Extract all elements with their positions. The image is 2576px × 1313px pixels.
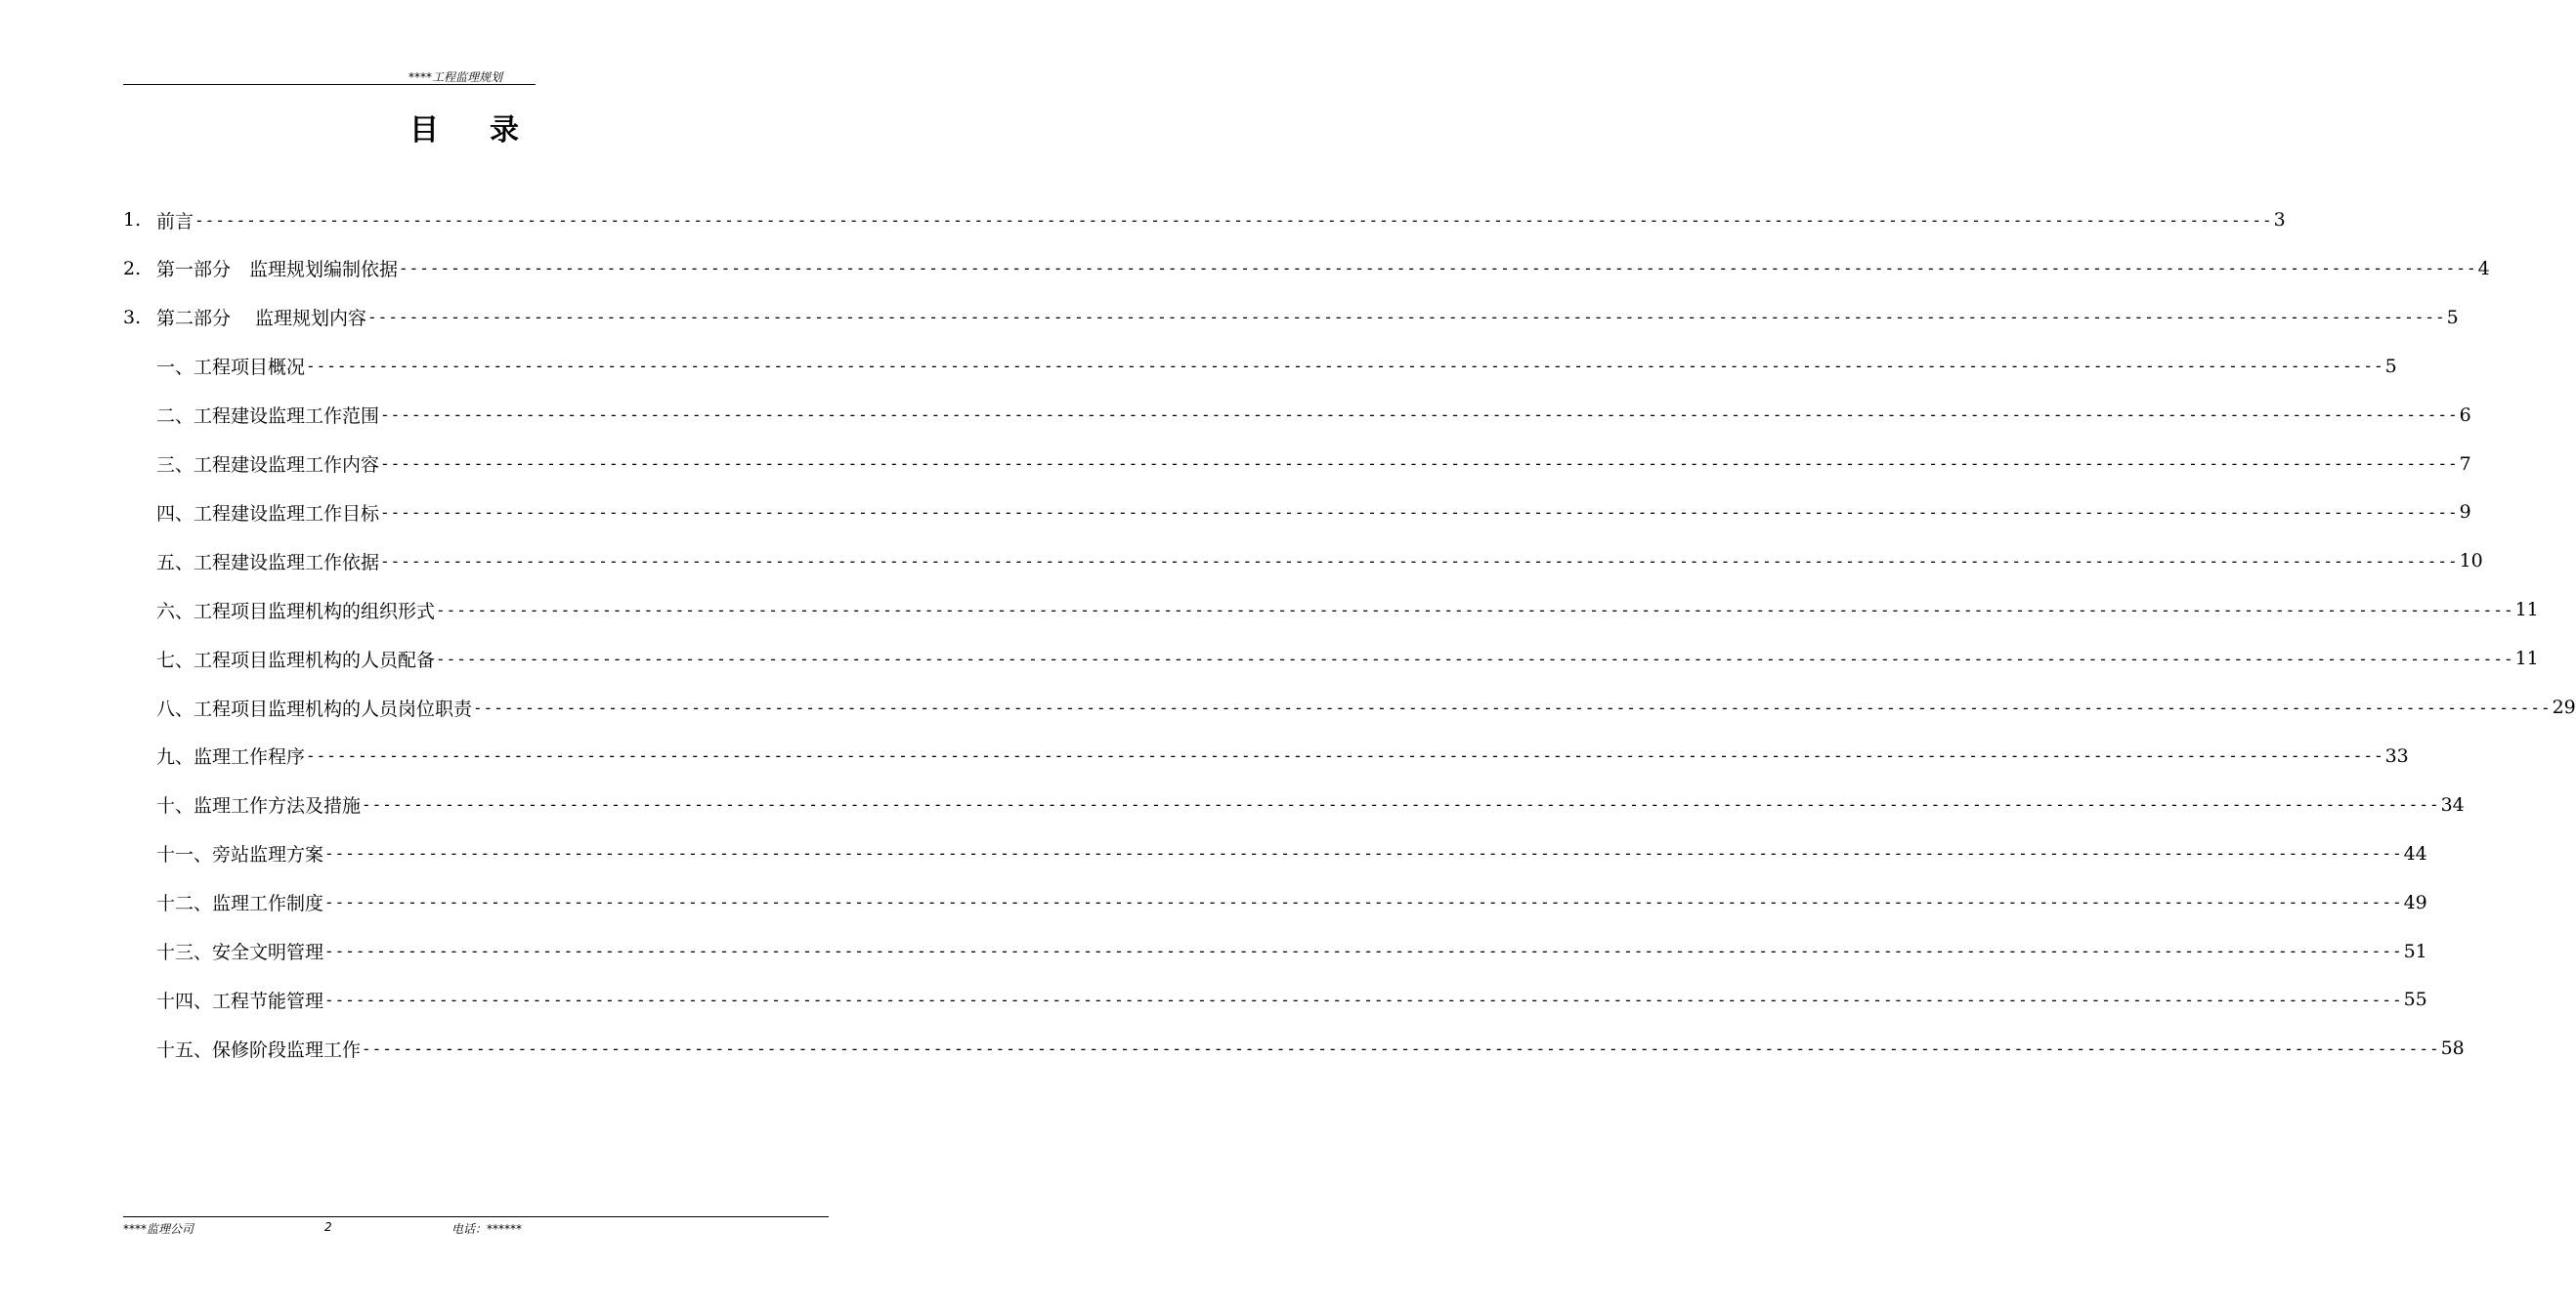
toc-entry-leader: -------------------------------------------------------------------------------------------------------------------------------------------------------------------------------------------------------- [324, 893, 2403, 912]
toc-entry[interactable] [156, 1034, 2465, 1063]
toc-entry-leader: -------------------------------------------------------------------------------------------------------------------------------------------------------------------------------------------------------- [436, 649, 2514, 668]
toc-entry[interactable] [156, 985, 2427, 1014]
toc-entry-label: 第一部分 监理规划编制依据 [156, 259, 399, 281]
header-text: ****工程监理规划 [408, 70, 503, 84]
toc-entry[interactable] [156, 595, 2539, 624]
toc-entry[interactable] [156, 839, 2427, 868]
toc-entry-page: 5 [2384, 355, 2397, 377]
footer-rule [123, 1216, 829, 1217]
toc-entry-leader: -------------------------------------------------------------------------------------------------------------------------------------------------------------------------------------------------------- [399, 259, 2477, 278]
toc-entry[interactable] [156, 401, 2471, 430]
toc-entry-label: 三、工程建设监理工作内容 [156, 454, 380, 476]
toc-entry-page: 7 [2459, 452, 2471, 475]
toc-entry-label: 第二部分 监理规划内容 [156, 308, 367, 330]
toc-entry[interactable] [156, 790, 2465, 820]
toc-entry-label: 十三、安全文明管理 [156, 942, 324, 963]
toc-entry-leader: -------------------------------------------------------------------------------------------------------------------------------------------------------------------------------------------------------- [306, 357, 2384, 376]
toc-entry-leader: -------------------------------------------------------------------------------------------------------------------------------------------------------------------------------------------------------- [324, 942, 2403, 960]
toc-entry-leader: -------------------------------------------------------------------------------------------------------------------------------------------------------------------------------------------------------- [436, 600, 2514, 619]
toc-entry[interactable] [156, 449, 2471, 479]
toc-entry[interactable] [156, 497, 2471, 527]
toc-entry-label: 九、监理工作程序 [156, 746, 306, 769]
toc-entry-page: 11 [2514, 599, 2539, 621]
toc-entry-label: 六、工程项目监理机构的组织形式 [156, 600, 436, 622]
toc-entry[interactable] [156, 937, 2427, 966]
toc-entry-number: 1. [123, 209, 142, 231]
toc-entry[interactable] [156, 644, 2539, 673]
footer-phone: 电话：****** [451, 1222, 523, 1236]
toc-entry-page: 44 [2403, 842, 2427, 865]
toc-entry[interactable] [156, 693, 2576, 722]
toc-entry[interactable] [123, 303, 2459, 332]
footer-page-number: 2 [324, 1220, 332, 1234]
toc-entry-page: 29 [2552, 697, 2576, 718]
toc-entry-page: 33 [2384, 744, 2409, 767]
footer-company: ****监理公司 [123, 1222, 194, 1236]
toc-entry-label: 十、监理工作方法及措施 [156, 795, 362, 818]
toc-entry-page: 10 [2459, 550, 2483, 572]
header-rule [123, 84, 536, 85]
page-title: 目录 [409, 113, 570, 148]
toc-entry-page: 3 [2273, 209, 2286, 231]
toc-entry-leader: -------------------------------------------------------------------------------------------------------------------------------------------------------------------------------------------------------- [306, 746, 2384, 766]
toc-entry-label: 十二、监理工作制度 [156, 893, 324, 915]
toc-entry[interactable] [156, 741, 2409, 771]
toc-entry-label: 前言 [156, 210, 194, 233]
toc-entry-leader: -------------------------------------------------------------------------------------------------------------------------------------------------------------------------------------------------------- [367, 308, 2446, 327]
toc-entry-leader: -------------------------------------------------------------------------------------------------------------------------------------------------------------------------------------------------------- [380, 551, 2459, 571]
toc-entry-page: 9 [2459, 501, 2471, 524]
toc-entry-page: 51 [2403, 940, 2427, 962]
toc-entry-label: 五、工程建设监理工作依据 [156, 551, 380, 573]
toc-entry-label: 十一、旁站监理方案 [156, 844, 324, 867]
toc-entry-leader: -------------------------------------------------------------------------------------------------------------------------------------------------------------------------------------------------------- [380, 405, 2459, 425]
toc-entry-page: 5 [2446, 306, 2459, 328]
toc-entry-page: 6 [2459, 403, 2471, 426]
toc-entry[interactable] [156, 352, 2397, 381]
toc-entry-page: 11 [2514, 648, 2539, 670]
toc-entry[interactable] [156, 546, 2483, 575]
toc-entry-label: 十四、工程节能管理 [156, 990, 324, 1012]
toc-entry-label: 二、工程建设监理工作范围 [156, 405, 380, 428]
toc-entry-page: 55 [2403, 989, 2427, 1011]
toc-entry-label: 一、工程项目概况 [156, 357, 306, 379]
toc-entry[interactable] [156, 888, 2427, 917]
toc-entry-number: 2. [123, 257, 142, 279]
toc-entry-label: 四、工程建设监理工作目标 [156, 502, 380, 525]
toc-entry-number: 3. [123, 306, 142, 328]
toc-entry-page: 58 [2440, 1038, 2465, 1060]
toc-entry[interactable] [123, 254, 2490, 283]
toc-entry-page: 49 [2403, 891, 2427, 913]
toc-entry-leader: -------------------------------------------------------------------------------------------------------------------------------------------------------------------------------------------------------- [362, 795, 2440, 815]
toc-entry-leader: -------------------------------------------------------------------------------------------------------------------------------------------------------------------------------------------------------- [473, 698, 2552, 717]
toc-entry-leader: -------------------------------------------------------------------------------------------------------------------------------------------------------------------------------------------------------- [324, 844, 2403, 864]
toc-entry-leader: -------------------------------------------------------------------------------------------------------------------------------------------------------------------------------------------------------- [362, 1038, 2440, 1058]
toc-entry-label: 七、工程项目监理机构的人员配备 [156, 649, 436, 671]
toc-entry-leader: -------------------------------------------------------------------------------------------------------------------------------------------------------------------------------------------------------- [324, 990, 2403, 1009]
toc-entry-leader: -------------------------------------------------------------------------------------------------------------------------------------------------------------------------------------------------------- [380, 454, 2459, 473]
toc-entry-label: 十五、保修阶段监理工作 [156, 1038, 362, 1061]
toc-entry-leader: -------------------------------------------------------------------------------------------------------------------------------------------------------------------------------------------------------- [380, 502, 2459, 522]
toc-entry-label: 八、工程项目监理机构的人员岗位职责 [156, 698, 473, 720]
toc-entry-page: 34 [2440, 793, 2465, 816]
toc-entry[interactable] [123, 205, 2286, 234]
toc-entry-page: 4 [2477, 257, 2490, 279]
toc-entry-leader: -------------------------------------------------------------------------------------------------------------------------------------------------------------------------------------------------------- [194, 210, 2273, 230]
